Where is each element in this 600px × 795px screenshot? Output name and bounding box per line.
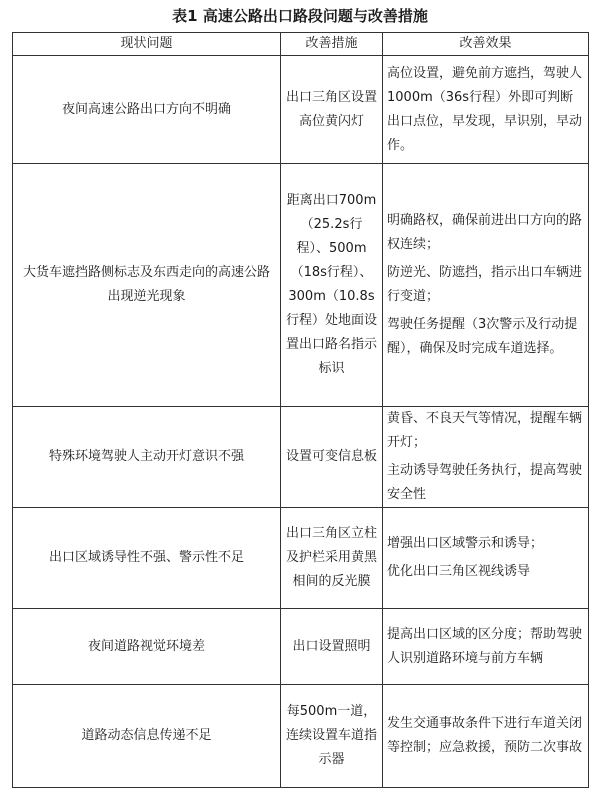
issues-table: [12, 32, 589, 788]
effect-cell: [383, 164, 589, 407]
effect-cell: [383, 407, 589, 508]
problem-cell: 大货车遮挡路侧标志及东西走向的高速公路出现逆光现象: [13, 164, 281, 407]
measure-cell: 出口三角区设置高位黄闪灯: [281, 56, 383, 164]
table-row: [13, 407, 589, 508]
table-row: [13, 164, 589, 407]
problem-cell: 夜间道路视觉环境差: [13, 609, 281, 685]
effect-cell: [383, 56, 589, 164]
table-row: [13, 609, 589, 685]
measure-cell: 设置可变信息板: [281, 407, 383, 508]
effect-line: 提高出口区域的区分度；帮助驾驶人识别道路环境与前方车辆: [387, 626, 583, 666]
effect-line: 优化出口三角区视线诱导: [387, 564, 531, 579]
effect-line: 驾驶任务提醒（3次警示及行动提醒），确保及时完成车道选择。: [387, 317, 578, 356]
effect-line: 增强出口区域警示和诱导；: [387, 536, 544, 551]
problem-cell: 出口区域诱导性不强、警示性不足: [13, 508, 281, 609]
measure-cell: 距离出口700m（25.2s行程）、500m（18s行程）、300m（10.8s行程）处地面设置出口路名指示标识: [281, 164, 383, 407]
table-row: [13, 56, 589, 164]
header-effect: 改善效果: [383, 33, 589, 56]
effect-line: 发生交通事故条件下进行车道关闭等控制；应急救援，预防二次事故: [387, 716, 583, 755]
effect-line: 主动诱导驾驶任务执行，提高驾驶安全性: [387, 463, 583, 502]
effect-cell: [383, 609, 589, 685]
header-problem: 现状问题: [13, 33, 281, 56]
table-row: [13, 508, 589, 609]
effect-line: 高位设置，避免前方遮挡，驾驶人1000m（36s行程）外即可判断出口点位，早发现，早识别，早动作。: [387, 65, 583, 153]
measure-cell: 出口设置照明: [281, 609, 383, 685]
effect-line: 防逆光、防遮挡，指示出口车辆进行变道；: [387, 265, 583, 304]
effect-cell: [383, 685, 589, 788]
table-header-row: [13, 33, 589, 56]
table-row: [13, 685, 589, 788]
problem-cell: 特殊环境驾驶人主动开灯意识不强: [13, 407, 281, 508]
effect-line: 明确路权，确保前进出口方向的路权连续；: [387, 213, 583, 252]
effect-line: 黄昏、不良天气等情况，提醒车辆开灯；: [387, 411, 583, 450]
header-measure: 改善措施: [281, 33, 383, 56]
table-title: 表1 高速公路出口路段问题与改善措施: [172, 7, 428, 25]
problem-cell: 道路动态信息传递不足: [13, 685, 281, 788]
measure-cell: 每500m一道，连续设置车道指示器: [281, 685, 383, 788]
measure-cell: 出口三角区立柱及护栏采用黄黑相间的反光膜: [281, 508, 383, 609]
effect-cell: [383, 508, 589, 609]
problem-cell: 夜间高速公路出口方向不明确: [13, 56, 281, 164]
